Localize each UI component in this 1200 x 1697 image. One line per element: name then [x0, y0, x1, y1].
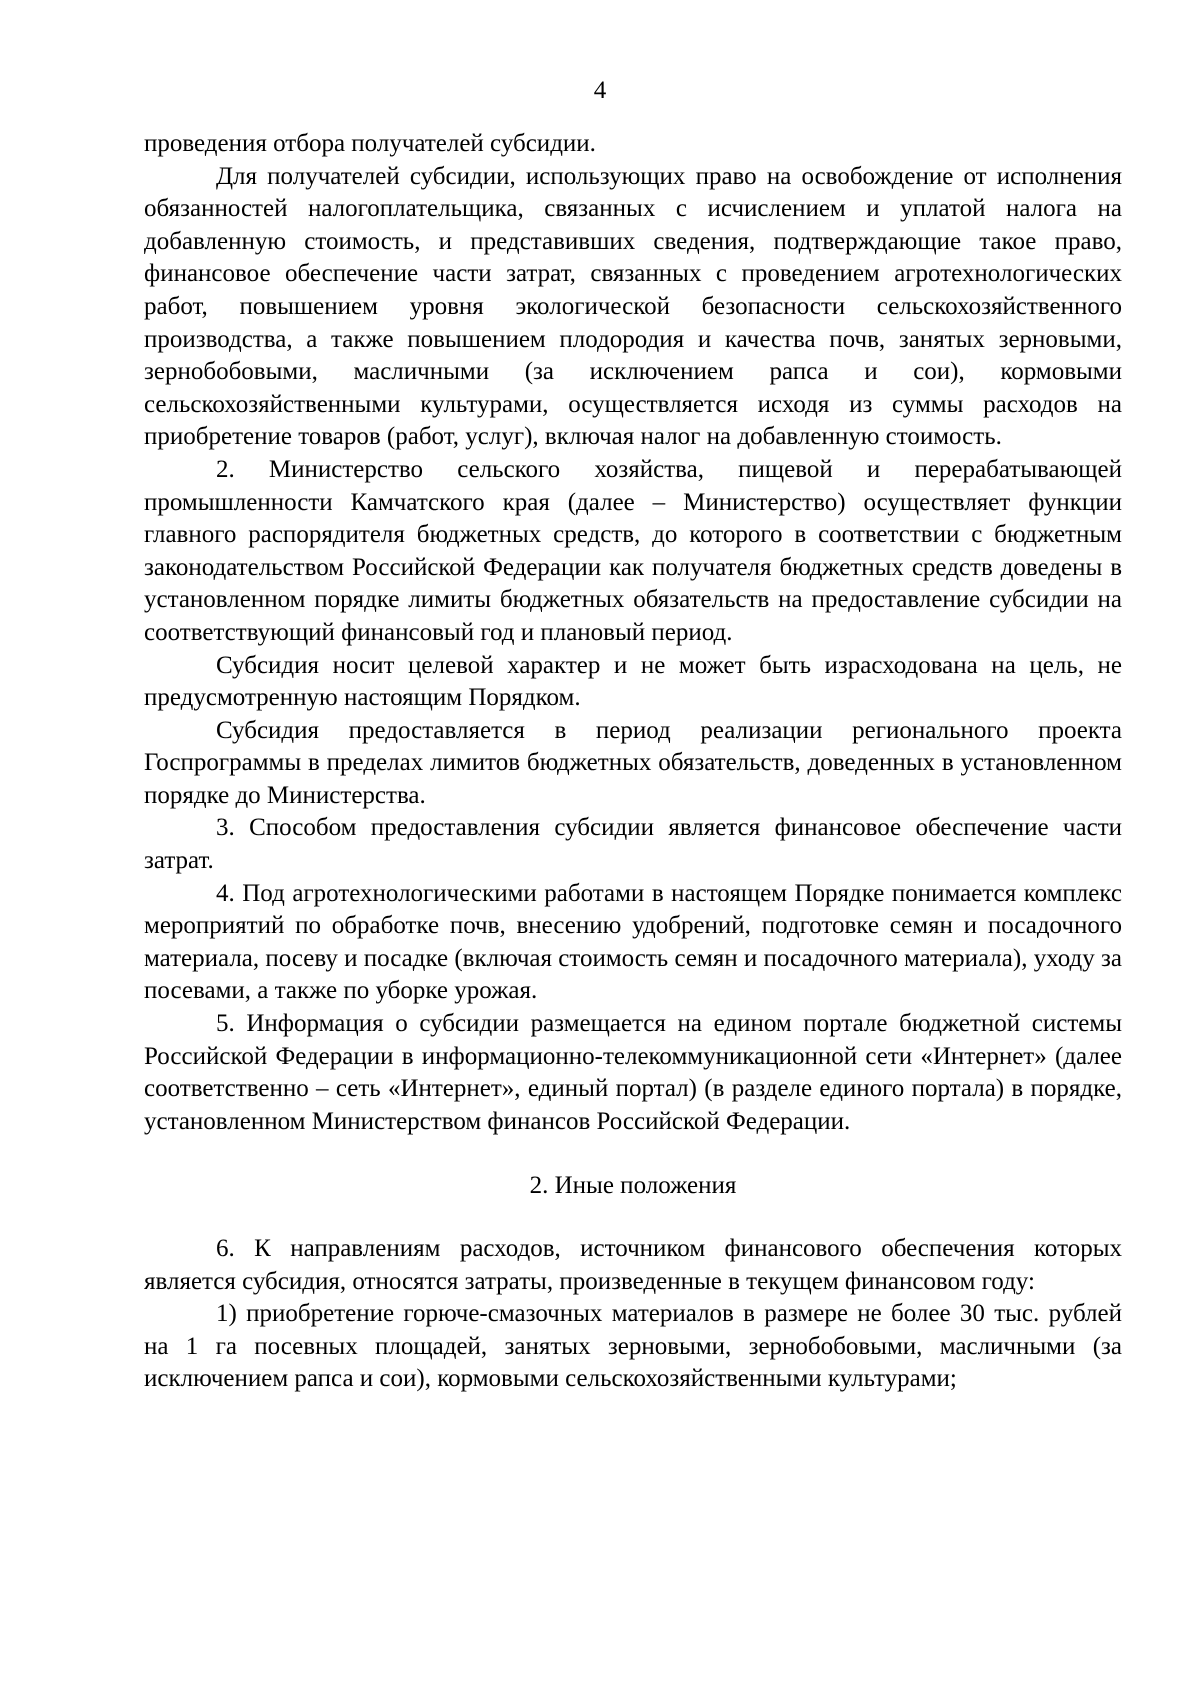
- document-body: [144, 128, 1122, 1396]
- paragraph: 4. Под агротехнологическими работами в настоящем Порядке понимается комплекс мероприятий по обработке почв, внесению удобрений, подготовке семян и посадочного материала, посеву и посадке (включая стоимость семян и посадочного материала), уходу за посевами, а также по уборке урожая.: [144, 879, 1122, 1005]
- page-number: 4: [593, 77, 607, 104]
- paragraph: проведения отбора получателей субсидии.: [144, 130, 596, 157]
- paragraph: 5. Информация о субсидии размещается на едином портале бюджетной системы Российской Федерации в информационно-телекоммуникационной сети «Интернет» (далее соответственно – сеть «Интернет», единый портал) (в разделе единого портала) в порядке, установленном Министерством финансов Российской Федерации.: [144, 1010, 1122, 1135]
- paragraph: 6. К направлениям расходов, источником финансового обеспечения которых является субсидия, относятся затраты, произведенные в текущем финансовом году:: [144, 1235, 1122, 1295]
- paragraph: Субсидия носит целевой характер и не может быть израсходована на цель, не предусмотренную настоящим Порядком.: [144, 651, 1122, 712]
- paragraph: Субсидия предоставляется в период реализации регионального проекта Госпрограммы в пределах лимитов бюджетных обязательств, доведенных в установленном порядке до Министерства.: [144, 716, 1122, 809]
- paragraph: 3. Способом предоставления субсидии является финансовое обеспечение части затрат.: [144, 814, 1122, 875]
- paragraph: 2. Министерство сельского хозяйства, пищевой и перерабатывающей промышленности Камчатского края (далее – Министерство) осуществляет функции главного распорядителя бюджетных средств, до которого в соответствии с бюджетным законодательством Российской Федерации как получателя бюджетных средств доведены в установленном порядке лимиты бюджетных обязательств на предоставление субсидии на соответствующий финансовый год и плановый период.: [144, 455, 1122, 646]
- section-heading: 2. Иные положения: [529, 1172, 737, 1200]
- paragraph: 1) приобретение горюче-смазочных материалов в размере не более 30 тыс. рублей на 1 га посевных площадей, занятых зерновыми, зернобобовыми, масличными (за исключением рапса и сои), кормовыми сельскохозяйственными культурами;: [144, 1300, 1122, 1393]
- paragraph: Для получателей субсидии, использующих право на освобождение от исполнения обязанностей налогоплательщика, связанных с исчислением и уплатой налога на добавленную стоимость, и представивших сведения, подтверждающие такое право, финансовое обеспечение части затрат, связанных с проведением агротехнологических работ, повышением уровня экологической безопасности сельскохозяйственного производства, а также повышением плодородия и качества почв, занятых зерновыми, зернобобовыми, масличными (за исключением рапса и сои), кормовыми сельскохозяйственными культурами, осуществляется исходя из суммы расходов на приобретение товаров (работ, услуг), включая налог на добавленную стоимость.: [144, 162, 1122, 451]
